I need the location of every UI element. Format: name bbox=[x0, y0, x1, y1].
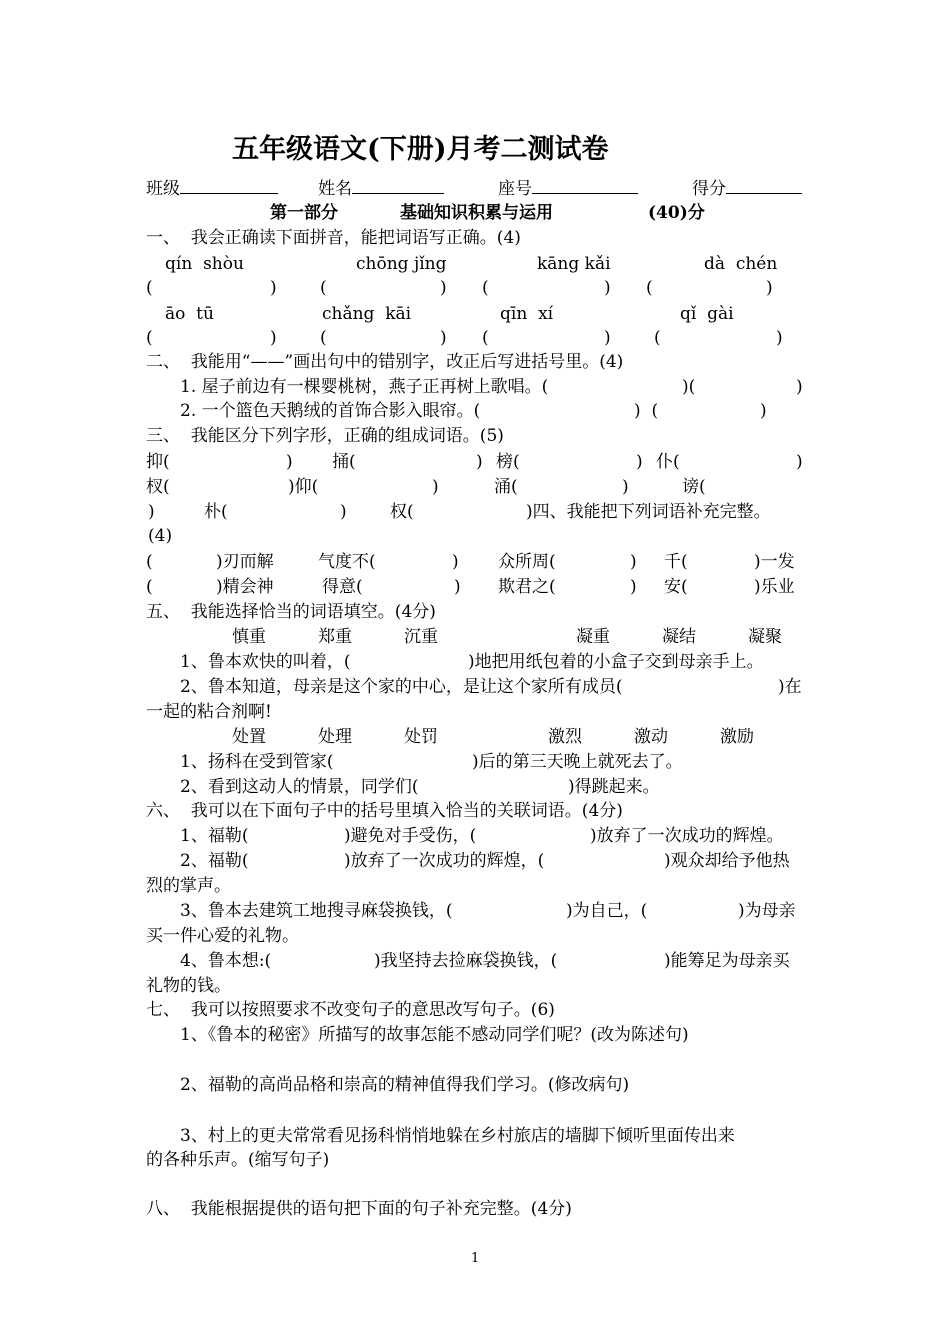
pinyin-8: qǐ gài bbox=[680, 304, 734, 324]
s4-item: )刃而解 bbox=[216, 552, 274, 572]
answer-paren-7a[interactable]: ( bbox=[482, 328, 489, 348]
section-4-heading: )四、我能把下列词语补充完整。 bbox=[526, 502, 771, 522]
section-7-heading: 七、 我可以按照要求不改变句子的意思改写句子。(6) bbox=[146, 1000, 555, 1020]
score-blank[interactable] bbox=[726, 176, 802, 194]
s3-item: 抑( bbox=[146, 452, 170, 472]
s6-q3-b: )为自己，( bbox=[566, 901, 648, 921]
class-blank[interactable] bbox=[180, 176, 278, 194]
s5-q1-tail: )地把用纸包着的小盒子交到母亲手上。 bbox=[468, 652, 764, 672]
section-5-heading: 五、 我能选择恰当的词语填空。(4分) bbox=[146, 602, 436, 622]
section-1-heading: 一、 我会正确读下面拼音，能把词语写正确。(4) bbox=[146, 228, 521, 248]
section-2-heading: 二、 我能用“——”画出句中的错别字，改正后写进括号里。(4) bbox=[146, 352, 624, 372]
s6-q4-b: )我坚持去捡麻袋换钱，( bbox=[374, 951, 558, 971]
name-label: 姓名 bbox=[318, 179, 352, 199]
answer-paren-8a[interactable]: ( bbox=[654, 328, 661, 348]
answer-paren-6b: ) bbox=[440, 328, 447, 348]
answer-paren-3b: ) bbox=[604, 278, 611, 298]
answer-paren-4b: ) bbox=[766, 278, 773, 298]
word-option: 激动 bbox=[634, 727, 668, 747]
name-blank[interactable] bbox=[352, 176, 444, 194]
answer-paren-8b: ) bbox=[776, 328, 783, 348]
s6-q1-c: )放弃了一次成功的辉煌。 bbox=[590, 826, 784, 846]
pinyin-5: āo tū bbox=[165, 304, 214, 324]
answer-paren-5a[interactable]: ( bbox=[146, 328, 153, 348]
s3-paren: ) bbox=[340, 502, 347, 522]
class-field bbox=[146, 176, 278, 202]
s5-q3: 1、扬科在受到管家( bbox=[180, 752, 334, 772]
seat-label: 座号 bbox=[498, 179, 532, 199]
s2-question-2: 2. 一个篮色天鹅绒的首饰合影入眼帘。( bbox=[180, 401, 481, 421]
pinyin-4: dà chén bbox=[704, 254, 778, 274]
section-8-heading: 八、 我能根据提供的语句把下面的句子补充完整。(4分) bbox=[146, 1199, 572, 1219]
s5-q2-tail: )在 bbox=[778, 677, 802, 697]
s3-item: 仆( bbox=[656, 452, 680, 472]
s6-q3-cont: 买一件心爱的礼物。 bbox=[146, 926, 299, 946]
s3-paren: ) bbox=[622, 477, 629, 497]
seat-blank[interactable] bbox=[532, 176, 638, 194]
s4-paren: ) bbox=[454, 577, 461, 597]
word-option: 激烈 bbox=[548, 727, 582, 747]
s5-q2-cont: 一起的粘合剂啊! bbox=[146, 702, 272, 722]
s4-paren: ) bbox=[630, 552, 637, 572]
answer-paren-3a[interactable]: ( bbox=[482, 278, 489, 298]
pinyin-7: qīn xí bbox=[500, 304, 554, 324]
s6-q4-a: 4、鲁本想:( bbox=[180, 951, 272, 971]
name-field bbox=[318, 176, 444, 202]
s6-q1-a: 1、福勒( bbox=[180, 826, 249, 846]
section-3-heading: 三、 我能区分下列字形，正确的组成词语。(5) bbox=[146, 426, 504, 446]
s3-item: 榜( bbox=[496, 452, 520, 472]
answer-paren-2b: ) bbox=[440, 278, 447, 298]
answer-paren-1b: ) bbox=[270, 278, 277, 298]
s4-item: 欺君之( bbox=[498, 577, 556, 597]
s6-q4-c: )能筹足为母亲买 bbox=[664, 951, 790, 971]
pinyin-6: chǎng kāi bbox=[322, 304, 412, 324]
s6-q2-cont: 烈的掌声。 bbox=[146, 876, 231, 896]
answer-paren-5b: ) bbox=[270, 328, 277, 348]
word-option: 凝结 bbox=[662, 627, 696, 647]
word-option: 沉重 bbox=[404, 627, 438, 647]
s5-q3-tail: )后的第三天晚上就死去了。 bbox=[472, 752, 683, 772]
s3-paren: ) bbox=[476, 452, 483, 472]
part-score: (40)分 bbox=[648, 203, 705, 223]
class-label: 班级 bbox=[146, 179, 180, 199]
s3-item: 涌( bbox=[494, 477, 518, 497]
s7-q1: 1、《鲁本的秘密》所描写的故事怎能不感动同学们呢？(改为陈述句) bbox=[180, 1025, 689, 1045]
part-label: 第一部分 bbox=[270, 203, 338, 223]
s7-q3: 3、村上的更夫常常看见扬科悄悄地躲在乡村旅店的墙脚下倾听里面传出来 bbox=[180, 1126, 735, 1146]
s3-item: 杈( bbox=[146, 477, 170, 497]
pinyin-3: kāng kǎi bbox=[537, 254, 611, 274]
word-option: 凝聚 bbox=[748, 627, 782, 647]
s4-paren: ) bbox=[630, 577, 637, 597]
pinyin-2: chōng jǐng bbox=[356, 254, 447, 274]
pinyin-1: qín shòu bbox=[165, 254, 244, 274]
s6-q1-b: )避免对手受伤，( bbox=[344, 826, 477, 846]
s4-item: 得意( bbox=[322, 577, 363, 597]
s7-q3-cont: 的各种乐声。(缩写句子) bbox=[146, 1150, 330, 1170]
word-option: 凝重 bbox=[576, 627, 610, 647]
s2-question-1: 1. 屋子前边有一棵婴桃树，燕子正再树上歌唱。( bbox=[180, 377, 549, 397]
score-field bbox=[692, 176, 802, 202]
page-title: 五年级语文(下册)月考二测试卷 bbox=[232, 134, 609, 165]
s3-paren: ) bbox=[286, 452, 293, 472]
s4-item: )一发 bbox=[754, 552, 795, 572]
s3-paren: ) bbox=[636, 452, 643, 472]
s5-q2: 2、鲁本知道，母亲是这个家的中心，是让这个家所有成员( bbox=[180, 677, 623, 697]
s5-q4: 2、看到这动人的情景，同学们( bbox=[180, 777, 419, 797]
answer-paren-4a[interactable]: ( bbox=[646, 278, 653, 298]
section-6-heading: 六、 我可以在下面句子中的括号里填入恰当的关联词语。(4分) bbox=[146, 801, 623, 821]
s4-item: 气度不( bbox=[318, 552, 376, 572]
word-option: 处罚 bbox=[404, 727, 438, 747]
s3-paren: ) bbox=[796, 452, 803, 472]
s6-q2-b: )放弃了一次成功的辉煌，( bbox=[344, 851, 545, 871]
s3-item: 捅( bbox=[332, 452, 356, 472]
s3-item: 朴( bbox=[204, 502, 228, 522]
s4-item: )乐业 bbox=[754, 577, 795, 597]
s4-paren: ) bbox=[452, 552, 459, 572]
page-number: 1 bbox=[471, 1251, 480, 1266]
s3-paren: ) bbox=[148, 502, 155, 522]
s3-item: 谤( bbox=[682, 477, 706, 497]
answer-paren-7b: ) bbox=[604, 328, 611, 348]
score-label: 得分 bbox=[692, 179, 726, 199]
word-option: 郑重 bbox=[318, 627, 352, 647]
s4-item: 众所周( bbox=[498, 552, 556, 572]
s3-paren: ) bbox=[432, 477, 439, 497]
answer-paren-6a[interactable]: ( bbox=[320, 328, 327, 348]
s2-q1-paren[interactable]: )( bbox=[682, 377, 696, 397]
s6-q3-c: )为母亲 bbox=[738, 901, 796, 921]
s5-q4-tail: )得跳起来。 bbox=[568, 777, 660, 797]
s6-q2-c: )观众却给予他热 bbox=[664, 851, 790, 871]
s4-paren[interactable]: ( bbox=[146, 552, 153, 572]
s4-item: )精会神 bbox=[216, 577, 274, 597]
s6-q3-a: 3、鲁本去建筑工地搜寻麻袋换钱，( bbox=[180, 901, 453, 921]
section-4-score: (4) bbox=[148, 526, 173, 546]
s2-q1-close: ) bbox=[796, 377, 803, 397]
s2-q2-close: ) bbox=[760, 401, 767, 421]
answer-paren-1a[interactable]: ( bbox=[146, 278, 153, 298]
word-option: 慎重 bbox=[232, 627, 266, 647]
s2-q2-paren[interactable]: ) ( bbox=[634, 401, 659, 421]
word-option: 处置 bbox=[232, 727, 266, 747]
s6-q4-cont: 礼物的钱。 bbox=[146, 976, 231, 996]
s5-q1: 1、鲁本欢快的叫着，( bbox=[180, 652, 351, 672]
s6-q2-a: 2、福勒( bbox=[180, 851, 249, 871]
s4-item: 安( bbox=[664, 577, 688, 597]
s7-q2: 2、福勒的高尚品格和崇高的精神值得我们学习。(修改病句) bbox=[180, 1075, 630, 1095]
s3-item: )仰( bbox=[288, 477, 319, 497]
word-option: 激励 bbox=[720, 727, 754, 747]
answer-paren-2a[interactable]: ( bbox=[320, 278, 327, 298]
part-name: 基础知识积累与运用 bbox=[400, 203, 553, 223]
s4-paren[interactable]: ( bbox=[146, 577, 153, 597]
s4-item: 千( bbox=[664, 552, 688, 572]
seat-field bbox=[498, 176, 638, 202]
word-option: 处理 bbox=[318, 727, 352, 747]
s3-item: 权( bbox=[390, 502, 414, 522]
